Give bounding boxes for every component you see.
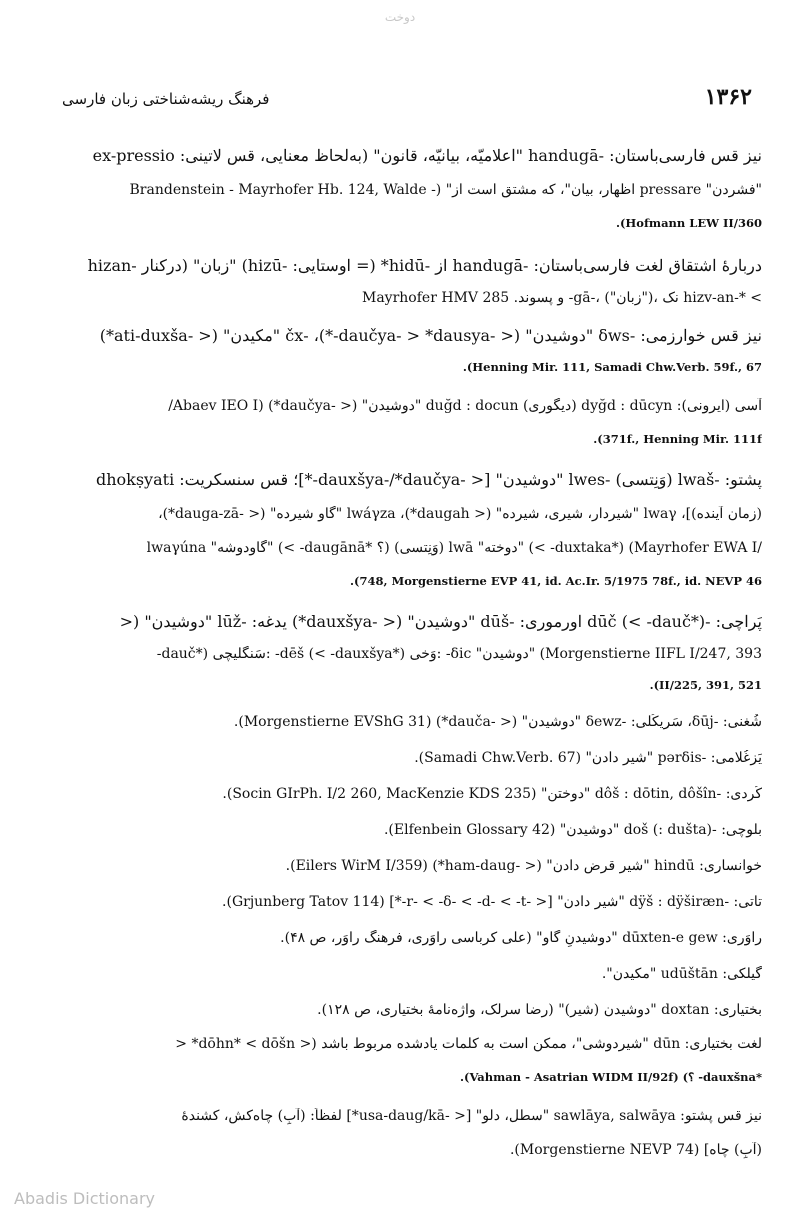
top-watermark: دوخت xyxy=(384,10,416,24)
text-line: پَراچی: -dūč (< -dauč*) اورموری: -dūš "دوشیدن" (< -dauxšya*) یدغه: -lūž "دوشیدن" (< xyxy=(119,612,762,631)
book-title: فرهنگ ریشه‌شناختی زبان فارسی xyxy=(62,90,270,108)
text-line: کُردی: -dôš : dōtin, dôšîn "دوختن" (Socin GIrPh. I/2 260, MacKenzie KDS 235). xyxy=(222,786,762,802)
footer-watermark: Abadis Dictionary xyxy=(14,1189,155,1208)
page-number: ۱۳۶۲ xyxy=(704,84,752,110)
running-head xyxy=(62,84,752,114)
text-line: .(748, Morgenstierne EVP 41, id. Ac.Ir. 5/1975 78f., id. NEVP 46 xyxy=(350,574,762,588)
text-line: شُغنی: -δūj، سَریکُلی: -δewz "دوشیدن" (< -dauča*) (Morgenstierne EVShG 31). xyxy=(233,714,762,730)
text-line: بلوچی: -doš (: dušta) "دوشیدن" (Elfenbein Glossary 42). xyxy=(383,822,762,838)
text-line: Mayrhofer HMV 285 .و پسوند -gā-، نک ،("زبان") hizv-an-* < xyxy=(362,290,762,306)
text-line: (زمان آینده)]، lwaγ "شیردار، شیری، شیرده" (< daugah*)، lwáγza "گاو شیرده" (< -dauga-zā*)، xyxy=(158,506,762,522)
text-line: بختیاری: doxtan "دوشیدن (شیر)" (رضا سرلک، واژه‌نامهٔ بختیاری، ص ۱۲۸). xyxy=(317,1002,762,1018)
text-line: نیز قس خوارزمی: -δws "دوشیدن" (< -daučya- > *dausya-*)، -čx "مکیدن" (< -ati-duxša*) xyxy=(99,326,762,345)
text-line: پشتو: -lwaš (وَنِتسی) -lwes "دوشیدن" [< -dauxšya-/*daučya-*]؛ قس سنسکریت: dhokṣyati xyxy=(95,470,762,489)
text-line: نیز قس پشتو: sawlāya, salwāya "سطل، دلو" [< -usa-daug/kā*] لفظاً: (آبِ) چاه‌کش، کشندهٔ xyxy=(181,1108,762,1124)
text-line: لغت بختیاری: dūn "شیردوشی"، ممکن است به کلمات یادشده مربوط باشد (< dōhn* < dōšn* < xyxy=(175,1036,762,1052)
text-line: .(II/225, 391, 521 xyxy=(649,678,762,692)
text-line: تاتی: -dÿš : dÿširæn "شیر دادن" [< -r- < -δ- < -d- < -t-*] (Grjunberg Tatov 114). xyxy=(222,894,762,910)
text-line: یَزغُلامی: -pərδis "شیر دادن" (Samadi Chw.Verb. 67). xyxy=(414,750,762,766)
text-line: نیز قس فارسی‌باستان: -handugā "اعلامیّه، بیانیّه، قانون" (به‌لحاظ معنایی، قس لاتینی: ex-pressio xyxy=(92,146,762,165)
text-line: Brandenstein - Mayrhofer Hb. 124, Walde -) "اظهار، بیان"، که مشتق است از pressare "فشردن" xyxy=(129,182,762,198)
text-line: .(371f., Henning Mir. 111f xyxy=(593,432,762,446)
text-line: (آبِ) چاه] (Morgenstierne NEVP 74). xyxy=(509,1142,762,1158)
text-line: .(Henning Mir. 111, Samadi Chw.Verb. 59f., 67 xyxy=(462,360,762,374)
text-line: گیلکی: udūštān "مکیدن". xyxy=(601,966,762,982)
text-line: .(Hofmann LEW II/360 xyxy=(615,216,762,230)
text-line: دربارهٔ اشتقاق لغت فارسی‌باستان: -handugā از -hidū* (= اوستایی: -hizū) "زبان" (درکنار -hizan xyxy=(87,256,762,275)
text-line: راوَری: dūxten-e gew "دوشیدنِ گاو" (علی کرباسی راوَری، فرهنگ راوَر، ص ۴۸). xyxy=(280,930,762,946)
text-line: -dauč*) سَنگلیچی: -dēš (< -dauxšya*) وَخی: -δic "دوشیدن" (Morgenstierne IIFL I/247, 393 xyxy=(156,646,762,662)
text-line: خوانساری: hindū "شیر قرض دادن" (< -ham-daug*) (Eilers WirM I/359). xyxy=(285,858,762,874)
text-line: lwaγúna "گاودوشه" (< -daugānā* ؟) (وَنِتسی) lwā "دوخته" (< -duxtaka*) (Mayrhofer EWA I/ xyxy=(146,540,762,556)
text-line: .(Vahman - Asatrian WIDM II/92f) (؟ -dauxšna* xyxy=(460,1070,762,1084)
text-line: آسی (ایرونی): dyğd : dūcyn (دیگوری) duğd : docun "دوشیدن" (< -daučya*) (Abaev IEO I/ xyxy=(168,398,762,414)
